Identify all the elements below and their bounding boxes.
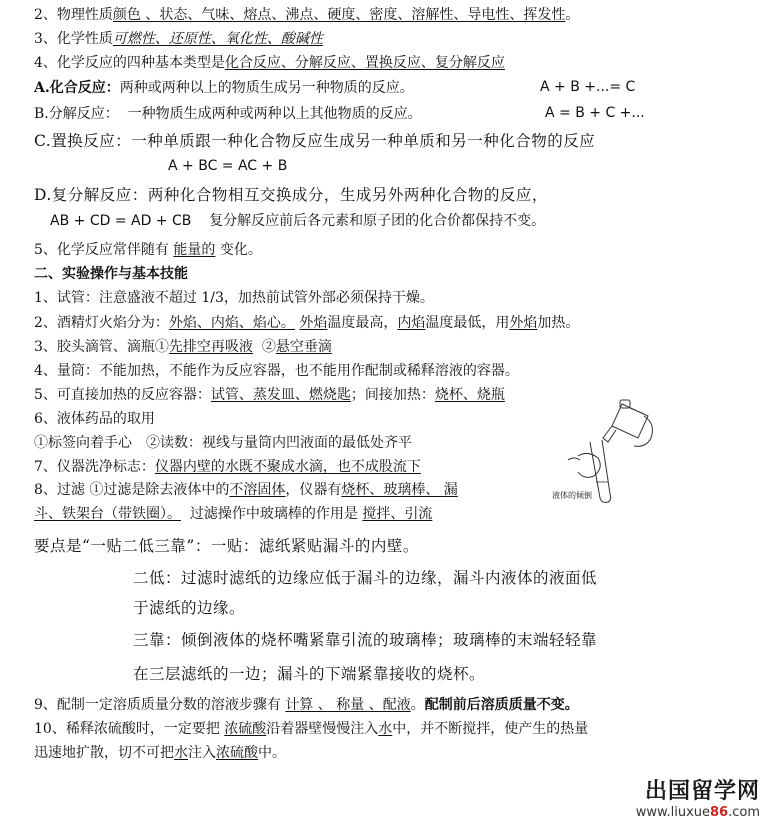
- note: 复分解反应前后各元素和原子团的化合价都保持不变。: [209, 213, 546, 229]
- label: 2、酒精灯火焰分为：: [34, 315, 169, 331]
- line-liquid-reagents: 6、液体药品的取用: [34, 411, 155, 427]
- text: 温度最低，用: [425, 315, 510, 331]
- definition: 两种或两种以上的物质生成另一种物质的反应。: [119, 80, 414, 96]
- flame-parts: 外焰、内焰、焰心。: [168, 315, 295, 331]
- line-combination-reaction: [34, 80, 414, 97]
- formula-displacement: A + BC = AC + B: [168, 158, 288, 174]
- label: 3、化学性质: [34, 31, 113, 47]
- reagent-bottle: [612, 404, 648, 438]
- line-dropper: [34, 339, 332, 356]
- text: 中。: [258, 745, 286, 761]
- line-double-decomposition: [34, 186, 548, 205]
- line-clean-standard: [34, 459, 421, 476]
- standard: 仪器内壁的水既不聚成水滴，也不成股流下: [154, 459, 421, 475]
- instruments: 烧杯、玻璃棒、 漏: [341, 482, 458, 498]
- direct-heating: 试管、蒸发皿、燃烧匙: [210, 387, 351, 403]
- glass-rod-role: 搅拌、引流: [362, 506, 433, 522]
- sulfuric-acid: 浓硫酸: [224, 721, 267, 737]
- line-double-decomposition-formula: [50, 213, 545, 230]
- line-three-touches: 三靠：倾倒液体的烧杯嘴紧靠引流的玻璃棒；玻璃棒的末端轻轻靠: [133, 631, 598, 649]
- insoluble-solid: 不溶固体: [229, 482, 286, 498]
- line-two-lows: 二低：过滤时滤纸的边缘应低于漏斗的边缘，漏斗内液体的液面低: [133, 569, 598, 587]
- indirect-heating: 烧杯、烧瓶: [434, 387, 505, 403]
- reaction-types: 化合反应、分解反应、置换反应、复分解反应: [224, 55, 505, 71]
- line-solution-preparation: [34, 697, 579, 714]
- label: 5、化学反应常伴随有: [34, 242, 169, 258]
- line-physical-properties: [34, 7, 579, 24]
- water: 水: [378, 721, 393, 737]
- physical-props: 颜色 、状态、气味、熔点、沸点、硬度、密度、溶解性、导电性、挥发性: [112, 7, 566, 23]
- label: A.化合反应：: [34, 80, 120, 96]
- steps: 计算 、 称量 、配液: [285, 697, 411, 713]
- line-filtration-2: [34, 506, 432, 523]
- url-part: .com: [728, 805, 760, 820]
- rule-2: 悬空垂滴: [275, 339, 332, 355]
- line-dilute-sulfuric: [34, 721, 588, 738]
- line-liquid-reagents-rules: ①标签向着手心 ②读数：视线与量筒内凹液面的最低处齐平: [34, 435, 412, 451]
- figure-caption: 液体的倾倒: [552, 491, 592, 500]
- line-chemical-properties: [34, 31, 323, 48]
- text: 注入: [188, 745, 216, 761]
- text: 过滤操作中玻璃棒的作用是: [189, 506, 358, 522]
- hand-holding-tube: [578, 453, 600, 477]
- suffix: 加热。: [537, 315, 580, 331]
- formula-decomposition: A = B + C +...: [545, 105, 645, 121]
- line-filtration-keypoints: 要点是“一贴二低三靠”：一贴：滤纸紧贴漏斗的内壁。: [34, 537, 419, 555]
- label: 10、稀释浓硫酸时，一定要把: [34, 721, 220, 737]
- line-displacement-reaction: [34, 132, 595, 151]
- text: ②: [261, 339, 276, 355]
- key-point: 配制前后溶质质量不变。: [424, 697, 579, 713]
- line-energy-change: [34, 242, 262, 259]
- line-test-tube: 1、试管：注意盛液不超过 1/3，加热前试管外部必须保持干燥。: [34, 290, 434, 306]
- label: 9、配制一定溶质质量分数的溶液步骤有: [34, 697, 281, 713]
- text: ，仪器有: [285, 482, 342, 498]
- energy: 能量的: [173, 242, 216, 258]
- line-alcohol-lamp: [34, 315, 579, 332]
- url-part: 86: [710, 805, 729, 820]
- outer-flame: 外焰: [299, 315, 328, 331]
- line-two-lows-2: 于滤纸的边缘。: [133, 599, 246, 617]
- label: 7、仪器洗净标志：: [34, 459, 155, 475]
- bottle-neck: [603, 426, 616, 442]
- url-part: www.liuxue: [635, 805, 710, 820]
- water: 水: [174, 745, 188, 761]
- line-reaction-types: [34, 55, 505, 72]
- line-decomposition-reaction: [34, 106, 422, 123]
- formula: AB + CD = AD + CB: [50, 213, 192, 229]
- sulfuric-acid: 浓硫酸: [216, 745, 258, 761]
- label: 8、过滤 ①过滤是除去液体中的: [34, 482, 230, 498]
- label: C.置换反应：: [34, 132, 132, 150]
- line-heating-vessels: [34, 387, 505, 404]
- line-filtration: [34, 482, 458, 499]
- period: 。: [565, 7, 580, 23]
- formula-combination: A + B +...= C: [540, 79, 636, 95]
- definition: 一种单质跟一种化合物反应生成另一种单质和另一种化合物的反应: [131, 132, 596, 150]
- line-three-touches-2: 在三层滤纸的一边；漏斗的下端紧靠接收的烧杯。: [133, 665, 486, 683]
- label: 迅速地扩散，切不可把: [34, 745, 174, 761]
- label: 5、可直接加热的反应容器：: [34, 387, 211, 403]
- inner-flame: 内焰: [397, 315, 426, 331]
- watermark-url: [636, 805, 760, 820]
- text: 中，并不断搅拌，使产生的热量: [392, 721, 589, 737]
- definition: 一种物质生成两种或两种以上其他物质的反应。: [127, 106, 422, 122]
- label: 3、胶头滴管、滴瓶①: [34, 339, 169, 355]
- test-tube: [590, 440, 611, 503]
- label: B.分解反应：: [34, 106, 119, 122]
- label: D.复分解反应：: [34, 186, 148, 204]
- instruments: 斗、铁架台（带铁圈）。: [34, 506, 181, 522]
- text: 温度最高，: [327, 315, 398, 331]
- line-dilute-sulfuric-2: [34, 745, 286, 762]
- chemical-props: 可燃性、还原性、氧化性、酸碱性: [112, 31, 323, 47]
- text: ；间接加热：: [350, 387, 435, 403]
- hand-holding-bottle: [634, 416, 652, 446]
- section-heading-lab-skills: 二、实验操作与基本技能: [34, 266, 188, 282]
- suffix: 变化。: [219, 242, 262, 258]
- rule-1: 先排空再吸液: [168, 339, 253, 355]
- period: 。: [410, 697, 425, 713]
- label: 4、化学反应的四种基本类型是: [34, 55, 225, 71]
- outer-flame: 外焰: [509, 315, 538, 331]
- watermark: [636, 774, 760, 820]
- definition: 两种化合物相互交换成分，生成另外两种化合物的反应，: [147, 186, 548, 204]
- text: 沿着器壁慢慢注入: [266, 721, 379, 737]
- line-graduated-cylinder: 4、量筒：不能加热，不能作为反应容器，也不能用作配制或稀释溶液的容器。: [34, 363, 519, 379]
- watermark-title: 出国留学网: [644, 779, 760, 804]
- label: 2、物理性质: [34, 7, 113, 23]
